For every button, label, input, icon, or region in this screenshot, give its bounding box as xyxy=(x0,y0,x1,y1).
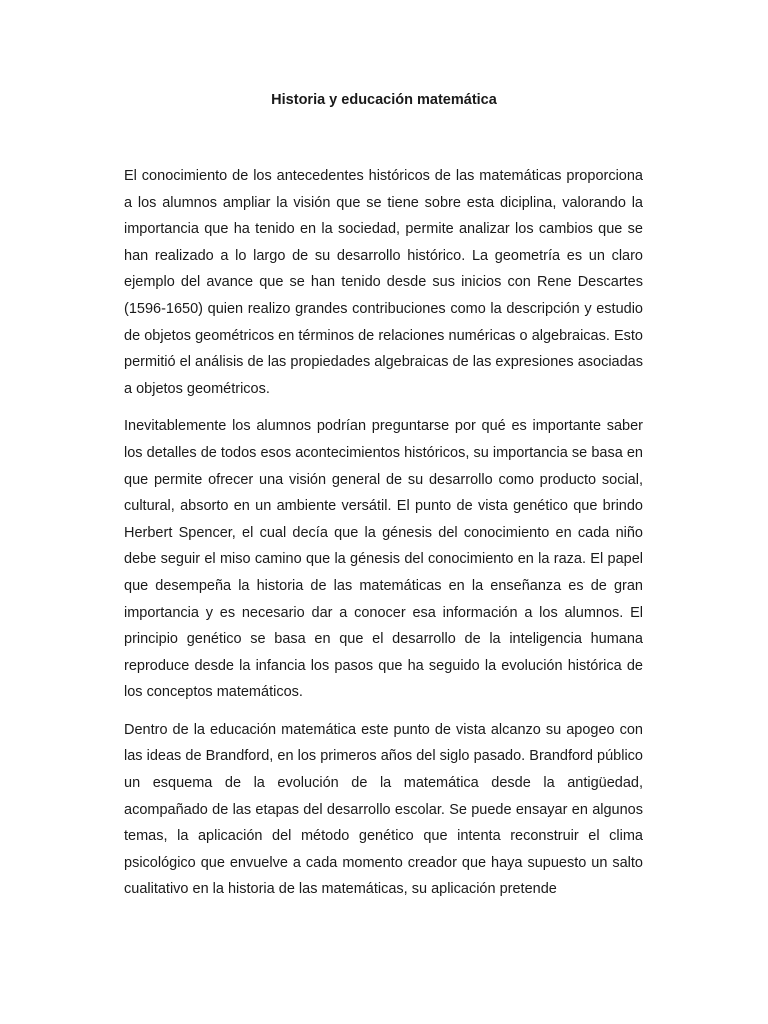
paragraph-1: El conocimiento de los antecedentes históricos de las matemáticas proporciona a los alumnos ampliar la visión que se tiene sobre esta diciplina, valorando la importancia que ha tenido en la sociedad, permite analizar los cambios que se han realizado a lo largo de su desarrollo histórico. La geometría es un claro ejemplo del avance que se han tenido desde sus inicios con Rene Descartes (1596-1650) quien realizo grandes contribuciones como la descripción y estudio de objetos geométricos en términos de relaciones numéricas o algebraicas. Esto permitió el análisis de las propiedades algebraicas de las expresiones asociadas a objetos geométricos. xyxy=(124,168,643,397)
document-title: Historia y educación matemática xyxy=(271,92,497,108)
paragraph-2: Inevitablemente los alumnos podrían preguntarse por qué es importante saber los detalles de todos esos acontecimientos históricos, su importancia se basa en que permite ofrecer una visión general de su desarrollo como producto social, cultural, absorto en un ambiente versátil. El punto de vista genético que brindo Herbert Spencer, el cual decía que la génesis del conocimiento en cada niño debe seguir el miso camino que la génesis del conocimiento en la raza. El papel que desempeña la historia de las matemáticas en la enseñanza es de gran importancia y es necesario dar a conocer esa información a los alumnos. El principio genético se basa en que el desarrollo de la inteligencia humana reproduce desde la infancia los pasos que ha seguido la evolución histórica de los conceptos matemáticos. xyxy=(124,418,643,701)
document-body xyxy=(124,163,643,914)
paragraph-3: Dentro de la educación matemática este punto de vista alcanzo su apogeo con las ideas de Brandford, en los primeros años del siglo pasado. Brandford público un esquema de la evolución de la matemática desde la antigüedad, acompañado de las etapas del desarrollo escolar. Se puede ensayar en algunos temas, la aplicación del método genético que intenta reconstruir el clima psicológico que envuelve a cada momento creador que haya supuesto un salto cualitativo en la historia de las matemáticas, su aplicación pretende xyxy=(124,721,643,898)
